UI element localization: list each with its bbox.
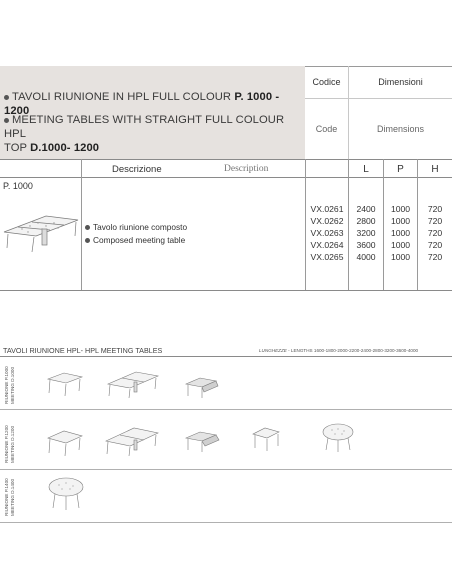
desc-italian — [85, 221, 187, 234]
title-en-line2-bold: D.1000- 1200 — [30, 142, 100, 154]
row1-label-en: MEETING D.1000 — [9, 366, 15, 404]
row3-label-en: MEETING D.1400 — [9, 478, 15, 516]
code-column — [306, 203, 348, 263]
title-english — [4, 113, 304, 155]
rect-table-drawing — [46, 427, 86, 459]
bottom-rule — [0, 356, 452, 357]
bottom-title: TAVOLI RIUNIONE HPL- HPL MEETING TABLES — [3, 346, 163, 355]
code-header: Code — [315, 124, 338, 134]
P-cell: 1000 — [390, 216, 411, 227]
header-border-mid — [305, 98, 452, 99]
row-rule-3 — [0, 522, 452, 523]
col-P-header: P — [397, 164, 404, 175]
row1-label-it: RIUNIONE P.1000 — [4, 366, 9, 404]
P-cell: 1000 — [390, 252, 411, 263]
H-cell: 720 — [427, 252, 443, 263]
bullet-icon — [4, 95, 9, 100]
dimensions-header: Dimensions — [376, 124, 425, 134]
P-cell: 1000 — [390, 240, 411, 251]
row2-label-en: MEETING D.1200 — [9, 425, 15, 463]
table-with-extension-drawing — [184, 428, 222, 454]
table-line-top — [0, 159, 452, 160]
bullet-icon — [85, 225, 90, 230]
P-cell: 1000 — [390, 228, 411, 239]
row2-label-it: RIUNIONE P.1200 — [4, 425, 9, 463]
title-en-line2-prefix: TOP — [4, 142, 31, 154]
H-cell: 720 — [427, 228, 443, 239]
codice-header: Codice — [312, 77, 341, 87]
title-it-text: TAVOLI RIUNIONE IN HPL FULL COLOUR — [12, 91, 235, 103]
L-cell: 3200 — [356, 228, 376, 239]
H-column — [418, 203, 452, 263]
row1-label — [4, 366, 15, 404]
table-with-extension-drawing — [184, 374, 220, 400]
table-line-bottom — [0, 290, 452, 291]
header-border-top — [305, 66, 452, 67]
L-cell: 4000 — [356, 252, 376, 263]
L-cell: 3600 — [356, 240, 376, 251]
description-header: Description — [224, 164, 269, 174]
row-rule-2 — [0, 469, 452, 470]
desc-en-text: Composed meeting table — [93, 235, 186, 245]
descrizione-header: Descrizione — [112, 164, 162, 175]
bullet-icon — [4, 118, 9, 123]
lengths-label: LUNGHEZZE — [259, 348, 287, 353]
rect-table-drawing — [46, 369, 86, 399]
composed-table-drawing-small — [104, 420, 160, 456]
H-cell: 720 — [427, 240, 443, 251]
composed-table-drawing — [2, 198, 82, 258]
row3-label-it: RIUNIONE P.1400 — [4, 478, 9, 516]
square-table-drawing — [251, 424, 283, 454]
desc-it-text: Tavolo riunione composto — [93, 222, 188, 232]
title-it-bold: P. 1000 - 1200 — [4, 91, 280, 117]
P-column — [384, 203, 417, 263]
L-column — [349, 203, 383, 263]
code-cell: VX.0263 — [310, 228, 344, 239]
table-line-mid — [0, 177, 452, 178]
bullet-icon — [85, 238, 90, 243]
L-cell: 2800 — [356, 216, 376, 227]
col-L-header: L — [363, 164, 369, 175]
row-rule-1 — [0, 409, 452, 410]
code-cell: VX.0261 — [310, 204, 344, 214]
row3-label — [4, 478, 15, 516]
section-label: P. 1000 — [3, 181, 33, 191]
L-cell: 2400 — [356, 204, 376, 214]
H-cell: 720 — [427, 216, 443, 227]
dimensioni-header: Dimensioni — [378, 77, 423, 87]
P-cell: 1000 — [390, 204, 411, 214]
composed-table-drawing-small — [106, 364, 160, 398]
round-table-drawing — [320, 421, 356, 453]
title-en-line1: MEETING TABLES WITH STRAIGHT FULL COLOUR HPL — [4, 114, 285, 140]
H-cell: 720 — [427, 204, 443, 214]
round-table-drawing — [46, 475, 86, 511]
code-cell: VX.0265 — [310, 252, 344, 263]
code-cell: VX.0262 — [310, 216, 344, 227]
lengths-caption — [259, 348, 418, 353]
lengths-values: - LENGTHS 1600-1800-2000-2200-2400-2800-3200-3600-4000 — [286, 348, 419, 353]
desc-english — [85, 234, 185, 247]
code-cell: VX.0264 — [310, 240, 344, 251]
row2-label — [4, 425, 15, 463]
col-H-header: H — [431, 164, 439, 175]
